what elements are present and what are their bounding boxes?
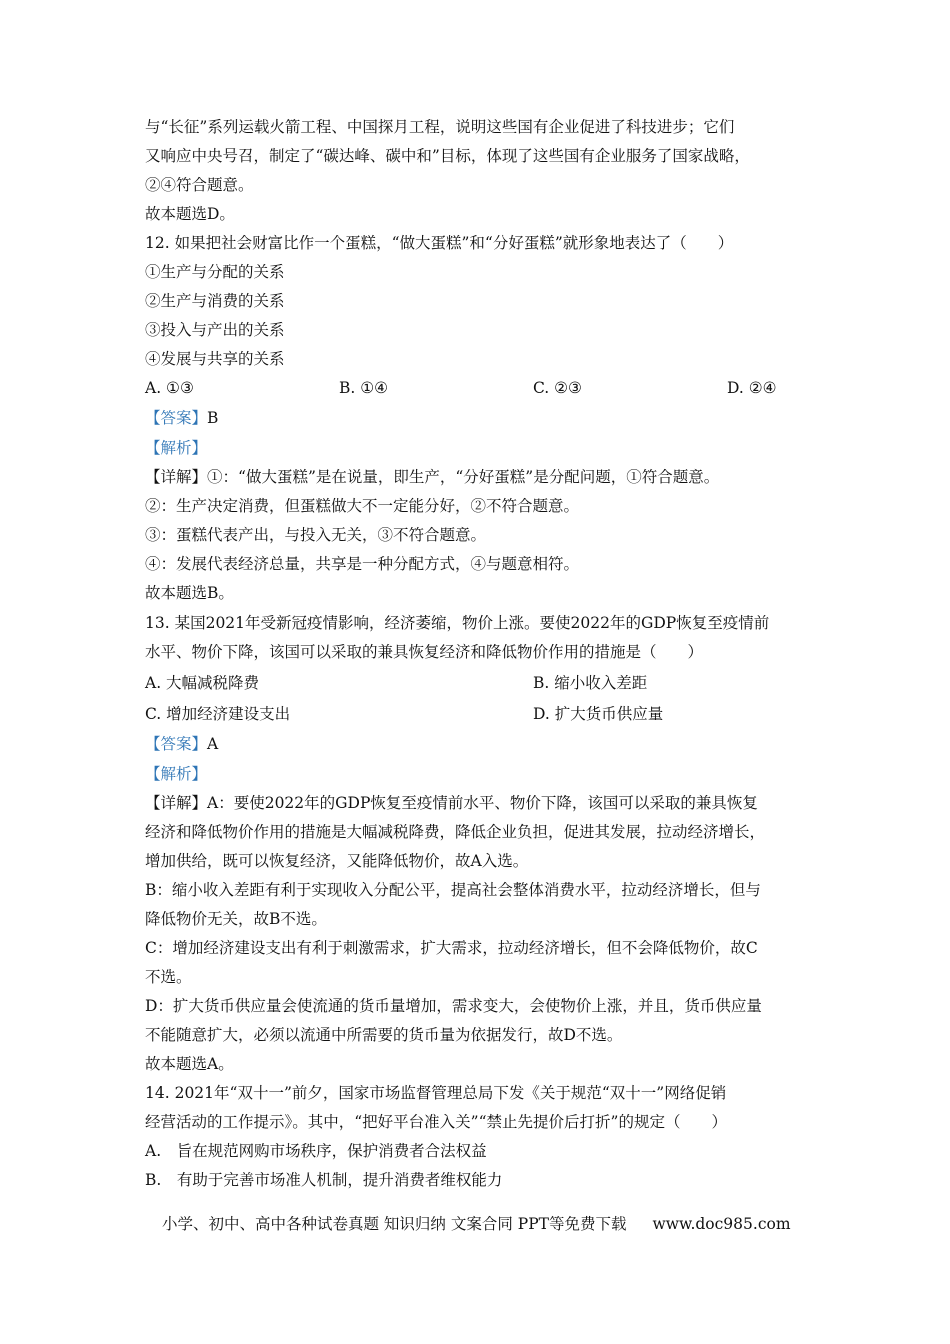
q12-option-a: A. ①③ bbox=[145, 379, 194, 397]
q12-detail-1 bbox=[145, 467, 719, 487]
q12-item-2: ②生产与消费的关系 bbox=[145, 292, 285, 310]
q13-detail-a-1 bbox=[145, 793, 758, 813]
paragraph-line: 与“长征”系列运载火箭工程、中国探月工程，说明这些国有企业促进了科技进步；它们 bbox=[145, 118, 735, 136]
footer-url[interactable]: www.doc985.com bbox=[652, 1215, 791, 1233]
q13-detail-c-1: C：增加经济建设支出有利于刺激需求，扩大需求，拉动经济增长，但不会降低物价，故C bbox=[145, 939, 758, 957]
footer-text: 小学、初中、高中各种试卷真题 知识归纳 文案合同 PPT等免费下载 bbox=[162, 1215, 627, 1233]
answer-value: A bbox=[207, 735, 219, 753]
detail-tag: 【详解】 bbox=[145, 794, 208, 812]
q14-option-b: B. 有助于完善市场准人机制，提升消费者维权能力 bbox=[145, 1171, 503, 1189]
question-13-stem-1: 13. 某国2021年受新冠疫情影响，经济萎缩，物价上涨。要使2022年的GDP恢复至疫情前 bbox=[145, 614, 770, 632]
q13-detail-b-2: 降低物价无关，故B不选。 bbox=[145, 910, 327, 928]
q13-detail-d-2: 不能随意扩大，必须以流通中所需要的货币量为依据发行，故D不选。 bbox=[145, 1026, 623, 1044]
q14-option-a: A. 旨在规范网购市场秩序，保护消费者合法权益 bbox=[145, 1142, 487, 1160]
q13-option-a: A. 大幅减税降费 bbox=[145, 674, 260, 692]
detail-text: ①：“做大蛋糕”是在说量，即生产，“分好蛋糕”是分配问题，①符合题意。 bbox=[207, 468, 720, 486]
question-14-stem-1: 14. 2021年“双十一”前夕，国家市场监督管理总局下发《关于规范“双十一”网络促销 bbox=[145, 1084, 727, 1102]
q12-answer bbox=[145, 408, 218, 428]
answer-tag: 【答案】 bbox=[145, 735, 208, 753]
q12-analysis-tag: 【解析】 bbox=[145, 439, 208, 457]
q12-detail-4: ④：发展代表经济总量，共享是一种分配方式，④与题意相符。 bbox=[145, 555, 580, 573]
q13-detail-b-1: B：缩小收入差距有利于实现收入分配公平，提高社会整体消费水平，拉动经济增长，但与 bbox=[145, 881, 761, 899]
page-footer bbox=[162, 1214, 791, 1234]
q13-option-b: B. 缩小收入差距 bbox=[533, 674, 648, 692]
answer-tag: 【答案】 bbox=[145, 409, 208, 427]
q12-conclusion: 故本题选B。 bbox=[145, 584, 234, 602]
q12-item-4: ④发展与共享的关系 bbox=[145, 350, 285, 368]
q13-option-c: C. 增加经济建设支出 bbox=[145, 705, 291, 723]
detail-tag: 【详解】 bbox=[145, 468, 208, 486]
q12-option-d: D. ②④ bbox=[727, 379, 777, 397]
q13-conclusion: 故本题选A。 bbox=[145, 1055, 234, 1073]
q12-option-b: B. ①④ bbox=[339, 379, 389, 397]
question-12-stem: 12. 如果把社会财富比作一个蛋糕，“做大蛋糕”和“分好蛋糕”就形象地表达了（ ） bbox=[145, 234, 734, 252]
q13-detail-c-2: 不选。 bbox=[145, 968, 192, 986]
q12-option-c: C. ②③ bbox=[533, 379, 582, 397]
answer-value: B bbox=[207, 409, 219, 427]
paragraph-line: 又响应中央号召，制定了“碳达峰、碳中和”目标，体现了这些国有企业服务了国家战略， bbox=[145, 147, 750, 165]
q13-detail-d-1: D：扩大货币供应量会使流通的货币量增加，需求变大，会使物价上涨，并且，货币供应量 bbox=[145, 997, 762, 1015]
q13-answer bbox=[145, 734, 218, 754]
q12-detail-3: ③：蛋糕代表产出，与投入无关，③不符合题意。 bbox=[145, 526, 487, 544]
detail-text: A：要使2022年的GDP恢复至疫情前水平、物价下降，该国可以采取的兼具恢复 bbox=[207, 794, 758, 812]
paragraph-line: ②④符合题意。 bbox=[145, 176, 254, 194]
question-14-stem-2: 经营活动的工作提示》。其中，“把好平台准入关”“禁止先提价后打折”的规定（ ） bbox=[145, 1113, 727, 1131]
q13-detail-a-2: 经济和降低物价作用的措施是大幅减税降费，降低企业负担，促进其发展，拉动经济增长， bbox=[145, 823, 766, 841]
question-13-stem-2: 水平、物价下降，该国可以采取的兼具恢复经济和降低物价作用的措施是（ ） bbox=[145, 643, 704, 661]
q12-detail-2: ②：生产决定消费，但蛋糕做大不一定能分好，②不符合题意。 bbox=[145, 497, 580, 515]
q13-option-d: D. 扩大货币供应量 bbox=[533, 705, 664, 723]
conclusion-line: 故本题选D。 bbox=[145, 205, 235, 223]
q13-analysis-tag: 【解析】 bbox=[145, 765, 208, 783]
q12-item-1: ①生产与分配的关系 bbox=[145, 263, 285, 281]
q12-item-3: ③投入与产出的关系 bbox=[145, 321, 285, 339]
q13-detail-a-3: 增加供给，既可以恢复经济，又能降低物价，故A入选。 bbox=[145, 852, 529, 870]
